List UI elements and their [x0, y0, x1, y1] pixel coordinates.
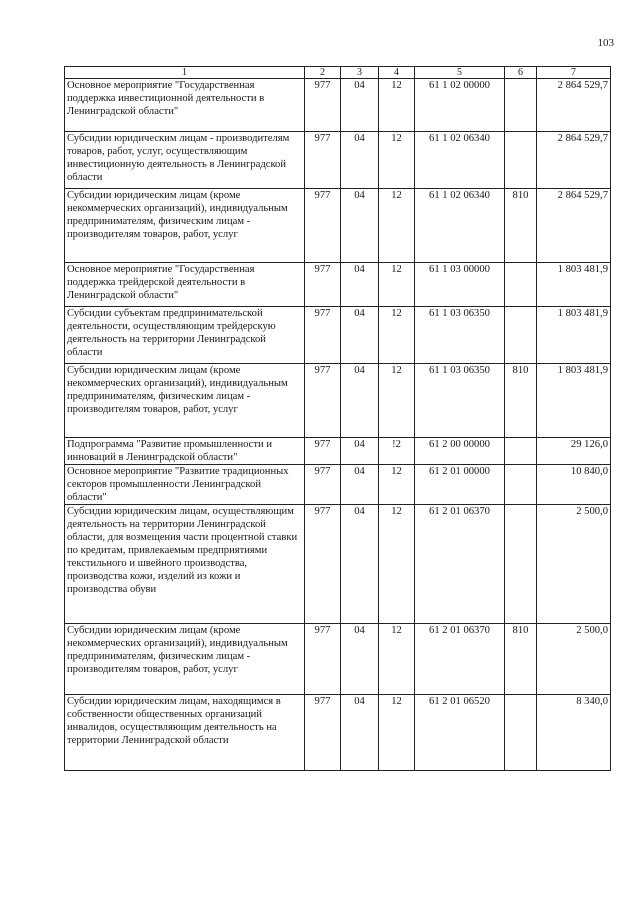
row-subsection-cell: 12: [379, 79, 415, 132]
page-number: 103: [597, 37, 614, 49]
row-amount-cell: 2 864 529,7: [537, 132, 611, 189]
table-row: [65, 505, 611, 624]
row-expense-type-cell: [505, 263, 537, 307]
row-target-article-cell: 61 2 01 06520: [415, 695, 505, 771]
row-admin-code-cell: 977: [305, 438, 341, 465]
row-section-cell: 04: [341, 695, 379, 771]
column-header: 7: [537, 67, 611, 79]
row-subsection-cell: !2: [379, 438, 415, 465]
row-target-article-cell: 61 2 01 06370: [415, 624, 505, 695]
row-name-cell: Основное мероприятие "Государственная поддержка трейдерской деятельности в Ленинградской области": [65, 263, 305, 307]
row-subsection-cell: 12: [379, 695, 415, 771]
row-name-cell: Субсидии субъектам предпринимательской деятельности, осуществляющим трейдерскую деятельность на территории Ленинградской области: [65, 307, 305, 364]
row-expense-type-cell: [505, 695, 537, 771]
row-section-cell: 04: [341, 624, 379, 695]
row-admin-code-cell: 977: [305, 505, 341, 624]
row-admin-code-cell: 977: [305, 263, 341, 307]
row-name-cell: Подпрограмма "Развитие промышленности и инноваций в Ленинградской области": [65, 438, 305, 465]
table-row: [65, 624, 611, 695]
row-section-cell: 04: [341, 364, 379, 438]
row-name-cell: Основное мероприятие "Развитие традиционных секторов промышленности Ленинградской области": [65, 465, 305, 505]
row-expense-type-cell: [505, 465, 537, 505]
row-amount-cell: 1 803 481,9: [537, 307, 611, 364]
row-name-cell: Субсидии юридическим лицам (кроме некоммерческих организаций), индивидуальным предпринимателям, физическим лицам - производителям товаров, работ, услуг: [65, 624, 305, 695]
row-subsection-cell: 12: [379, 189, 415, 263]
row-expense-type-cell: [505, 505, 537, 624]
row-admin-code-cell: 977: [305, 364, 341, 438]
row-target-article-cell: 61 1 03 00000: [415, 263, 505, 307]
row-target-article-cell: 61 2 01 00000: [415, 465, 505, 505]
row-expense-type-cell: 810: [505, 364, 537, 438]
row-name-cell: Основное мероприятие "Государственная поддержка инвестиционной деятельности в Ленинградской области": [65, 79, 305, 132]
row-target-article-cell: 61 2 01 06370: [415, 505, 505, 624]
row-amount-cell: 29 126,0: [537, 438, 611, 465]
row-expense-type-cell: 810: [505, 624, 537, 695]
row-amount-cell: 2 864 529,7: [537, 189, 611, 263]
row-subsection-cell: 12: [379, 364, 415, 438]
row-section-cell: 04: [341, 189, 379, 263]
row-admin-code-cell: 977: [305, 624, 341, 695]
row-target-article-cell: 61 1 03 06350: [415, 364, 505, 438]
row-amount-cell: 8 340,0: [537, 695, 611, 771]
table-row: [65, 438, 611, 465]
row-subsection-cell: 12: [379, 263, 415, 307]
table-row: [65, 79, 611, 132]
row-subsection-cell: 12: [379, 132, 415, 189]
table-row: [65, 263, 611, 307]
row-target-article-cell: 61 1 03 06350: [415, 307, 505, 364]
row-amount-cell: 2 864 529,7: [537, 79, 611, 132]
row-subsection-cell: 12: [379, 624, 415, 695]
row-section-cell: 04: [341, 438, 379, 465]
column-header: 6: [505, 67, 537, 79]
row-amount-cell: 2 500,0: [537, 505, 611, 624]
table-row: [65, 465, 611, 505]
table-row: [65, 364, 611, 438]
row-admin-code-cell: 977: [305, 465, 341, 505]
table-row: [65, 189, 611, 263]
row-target-article-cell: 61 2 00 00000: [415, 438, 505, 465]
row-admin-code-cell: 977: [305, 307, 341, 364]
row-name-cell: Субсидии юридическим лицам (кроме некоммерческих организаций), индивидуальным предпринимателям, физическим лицам - производителям товаров, работ, услуг: [65, 364, 305, 438]
row-amount-cell: 10 840,0: [537, 465, 611, 505]
row-section-cell: 04: [341, 132, 379, 189]
row-admin-code-cell: 977: [305, 695, 341, 771]
table-row: [65, 307, 611, 364]
column-header: 3: [341, 67, 379, 79]
table-row: [65, 132, 611, 189]
row-subsection-cell: 12: [379, 465, 415, 505]
budget-table: [64, 66, 611, 771]
row-expense-type-cell: [505, 79, 537, 132]
row-expense-type-cell: [505, 438, 537, 465]
row-amount-cell: 2 500,0: [537, 624, 611, 695]
column-header: 4: [379, 67, 415, 79]
row-target-article-cell: 61 1 02 06340: [415, 189, 505, 263]
row-admin-code-cell: 977: [305, 189, 341, 263]
table-row: [65, 695, 611, 771]
row-expense-type-cell: [505, 307, 537, 364]
row-target-article-cell: 61 1 02 06340: [415, 132, 505, 189]
row-section-cell: 04: [341, 307, 379, 364]
row-expense-type-cell: 810: [505, 189, 537, 263]
row-target-article-cell: 61 1 02 00000: [415, 79, 505, 132]
row-admin-code-cell: 977: [305, 79, 341, 132]
column-header: 2: [305, 67, 341, 79]
column-header: 5: [415, 67, 505, 79]
row-subsection-cell: 12: [379, 505, 415, 624]
row-amount-cell: 1 803 481,9: [537, 263, 611, 307]
row-section-cell: 04: [341, 505, 379, 624]
row-section-cell: 04: [341, 79, 379, 132]
row-name-cell: Субсидии юридическим лицам - производителям товаров, работ, услуг, осуществляющим инвестиционную деятельность в Ленинградской области: [65, 132, 305, 189]
header-row: [65, 67, 611, 79]
row-name-cell: Субсидии юридическим лицам (кроме некоммерческих организаций), индивидуальным предпринимателям, физическим лицам - производителям товаров, работ, услуг: [65, 189, 305, 263]
row-amount-cell: 1 803 481,9: [537, 364, 611, 438]
row-name-cell: Субсидии юридическим лицам, осуществляющим деятельность на территории Ленинградской области, для возмещения части процентной ставки по кредитам, привлекаемым предприятиями текстильного и швейного производства, производства кожи, изделий из кожи и производства обуви: [65, 505, 305, 624]
row-section-cell: 04: [341, 263, 379, 307]
row-section-cell: 04: [341, 465, 379, 505]
column-header: 1: [65, 67, 305, 79]
row-name-cell: Субсидии юридическим лицам, находящимся в собственности общественных организаций инвалидов, осуществляющим деятельность на территории Ленинградской области: [65, 695, 305, 771]
row-expense-type-cell: [505, 132, 537, 189]
row-subsection-cell: 12: [379, 307, 415, 364]
row-admin-code-cell: 977: [305, 132, 341, 189]
